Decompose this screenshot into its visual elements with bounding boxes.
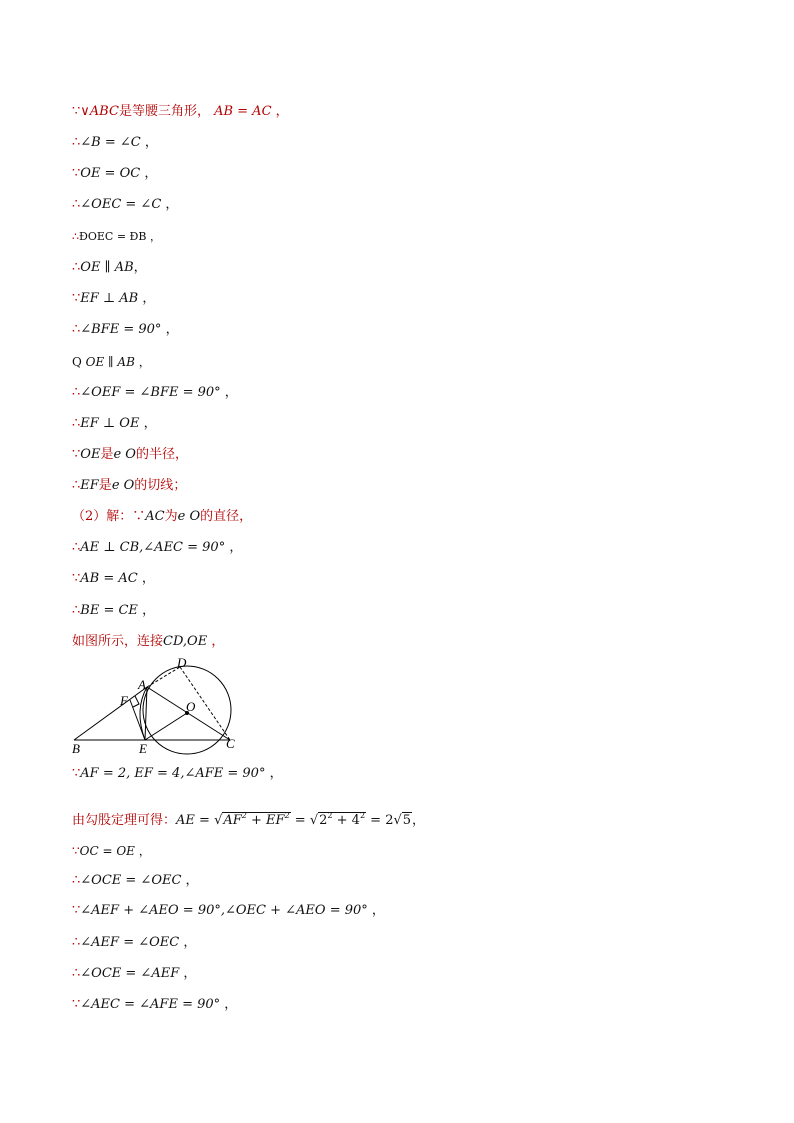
math-expression: EF ⊥ AB: [80, 291, 143, 306]
proof-line-1: [72, 103, 289, 121]
proof-text: 是: [98, 478, 112, 493]
proof-symbol: ∴: [72, 935, 81, 950]
math-expression: EF ⊥ OE: [80, 416, 144, 431]
punctuation: ，: [133, 260, 147, 275]
label-d: D: [177, 655, 187, 670]
math-expression: AE ⊥ CB,∠AEC = 90°: [80, 540, 230, 555]
proof-line-23: [72, 902, 385, 920]
proof-text: 的直径: [200, 509, 240, 524]
proof-line-11: [72, 415, 157, 433]
punctuation: ，: [183, 935, 197, 950]
punctuation: ，: [165, 322, 179, 337]
proof-text: 是等腰三角形，: [118, 104, 210, 119]
math-expression: = 2: [366, 813, 394, 828]
proof-line-17: [72, 602, 155, 620]
proof-text: 由勾股定理可得：: [72, 813, 177, 828]
proof-line-8: [72, 321, 179, 339]
math-expression: EF: [266, 813, 285, 828]
math-expression: ∠AEC = ∠AFE = 90°: [80, 997, 225, 1012]
proof-symbol: ∴: [72, 322, 81, 337]
punctuation: ，: [174, 447, 188, 462]
math-expression: CD,OE: [163, 634, 212, 649]
math-expression: OC = OE: [79, 844, 139, 858]
punctuation: ，: [144, 135, 158, 150]
proof-line-25: [72, 965, 196, 983]
punctuation: ；: [173, 478, 187, 493]
exponent: 2: [241, 811, 247, 820]
proof-line-10: [72, 384, 238, 402]
proof-line-15: [72, 539, 242, 557]
exponent: 2: [284, 811, 290, 820]
punctuation: ，: [224, 997, 238, 1012]
label-a: A: [138, 677, 146, 692]
math-expression: ∨ABC: [80, 104, 119, 119]
punctuation: ，: [141, 571, 155, 586]
math-expression: =: [290, 813, 310, 828]
proof-symbol: ∵: [72, 844, 80, 858]
proof-line-4: [72, 196, 178, 214]
label-o: O: [186, 699, 196, 714]
math-expression: AC: [145, 509, 165, 524]
proof-text: 是: [100, 447, 114, 462]
proof-symbol: ∵: [72, 997, 81, 1012]
math-expression: ∠B = ∠C: [80, 135, 145, 150]
proof-symbol: ∵: [72, 166, 81, 181]
exponent: 2: [359, 811, 366, 820]
proof-text: 如图所示，连接: [72, 634, 164, 649]
proof-line-2: [72, 134, 158, 152]
proof-symbol: ∴: [72, 197, 81, 212]
proof-symbol: ∴: [72, 603, 81, 618]
math-expression: ∠OCE = ∠AEF: [80, 966, 184, 981]
punctuation: ，: [185, 873, 199, 888]
math-expression: 2: [319, 813, 328, 828]
proof-line-6: [72, 259, 147, 277]
proof-text: 的半径: [135, 447, 175, 462]
proof-line-26: [72, 996, 237, 1014]
punctuation: ，: [142, 291, 156, 306]
segment-eo: [145, 713, 187, 740]
proof-symbol: ∵: [72, 571, 81, 586]
proof-line-9: [72, 353, 151, 371]
proof-line-12: [72, 446, 188, 464]
math-expression: 5: [402, 813, 412, 828]
math-expression: OE ∥ AB: [85, 355, 139, 369]
math-expression: EF: [80, 478, 99, 493]
math-expression: ÐOEC = ÐB: [79, 230, 151, 243]
punctuation: ，: [239, 509, 253, 524]
math-expression: ∠AEF = ∠OEC: [80, 935, 184, 950]
proof-symbol: ∵: [72, 104, 81, 119]
proof-line-16: [72, 570, 155, 588]
math-expression: AF = 2, EF = 4,∠AFE = 90°: [80, 766, 270, 781]
math-expression: +: [246, 813, 267, 828]
math-expression: OE: [80, 447, 101, 462]
punctuation: ，: [275, 104, 289, 119]
punctuation: ，: [224, 385, 238, 400]
proof-line-14: [72, 508, 252, 526]
math-expression: AB = AC: [209, 104, 276, 119]
math-expression: OE ∥ AB: [80, 260, 134, 275]
math-expression: AB = AC: [80, 571, 142, 586]
proof-line-20: [72, 807, 425, 830]
math-expression: AF: [223, 813, 242, 828]
label-f: F: [120, 693, 128, 708]
punctuation: ，: [412, 813, 426, 828]
punctuation: ，: [142, 603, 156, 618]
math-expression: AE =: [176, 813, 215, 828]
proof-line-13: [72, 477, 186, 495]
punctuation: ，: [143, 416, 157, 431]
proof-text: 为: [164, 509, 178, 524]
proof-line-3: [72, 165, 157, 183]
proof-text: 的切线: [134, 478, 174, 493]
pythagoras-expression: $√AF^2 + EF^2 = √2^2 + 4^2 = 2√5$: [214, 811, 412, 828]
label-b: B: [72, 741, 80, 756]
proof-line-21: [72, 842, 151, 860]
punctuation: ，: [165, 197, 179, 212]
proof-line-18: [72, 633, 224, 651]
proof-symbol: ∵: [72, 766, 81, 781]
punctuation: ，: [138, 355, 151, 369]
proof-symbol: ∴: [72, 540, 81, 555]
math-expression: ∠OCE = ∠OEC: [80, 873, 186, 888]
punctuation: ，: [144, 166, 158, 181]
math-expression: ∠OEC = ∠C: [80, 197, 166, 212]
punctuation: ，: [211, 634, 225, 649]
math-expression: ∠OEF = ∠BFE = 90°: [80, 385, 225, 400]
exponent: 2: [327, 811, 333, 820]
punctuation: ，: [150, 230, 162, 243]
proof-symbol: ∴: [72, 135, 81, 150]
punctuation: ，: [183, 966, 197, 981]
proof-line-22: [72, 872, 199, 890]
proof-symbol: ∴: [72, 873, 81, 888]
punctuation: ，: [138, 844, 151, 858]
punctuation: ，: [229, 540, 243, 555]
math-expression: + 4: [332, 813, 360, 828]
proof-symbol: ∵: [72, 903, 81, 918]
proof-symbol: ∴: [72, 416, 81, 431]
proof-symbol: Q: [72, 355, 86, 369]
proof-line-24: [72, 934, 196, 952]
proof-symbol: ∴: [72, 478, 81, 493]
math-expression: e O: [113, 447, 136, 462]
label-c: C: [226, 736, 235, 751]
proof-line-5: [72, 228, 161, 246]
math-expression: e O: [177, 509, 201, 524]
proof-symbol: ∴: [72, 230, 79, 243]
punctuation: ，: [269, 766, 283, 781]
label-e: E: [139, 741, 147, 756]
proof-symbol: ∴: [72, 385, 81, 400]
proof-line-19: [72, 765, 283, 783]
proof-text: （2）解：∵: [72, 509, 146, 524]
math-expression: e O: [111, 478, 135, 493]
proof-symbol: ∴: [72, 966, 81, 981]
right-angle-mark: [133, 696, 139, 707]
math-expression: ∠BFE = 90°: [80, 322, 166, 337]
geometry-figure: [60, 655, 260, 760]
segment-ba: [74, 687, 147, 740]
proof-symbol: ∵: [72, 447, 81, 462]
punctuation: ，: [371, 903, 385, 918]
math-expression: OE = OC: [80, 166, 145, 181]
math-expression: ∠AEF + ∠AEO = 90°,∠OEC + ∠AEO = 90°: [80, 903, 372, 918]
proof-symbol: ∴: [72, 260, 81, 275]
segment-ad-dashed: [147, 667, 180, 687]
proof-symbol: ∵: [72, 291, 81, 306]
proof-line-7: [72, 290, 155, 308]
math-expression: BE = CE: [80, 603, 143, 618]
